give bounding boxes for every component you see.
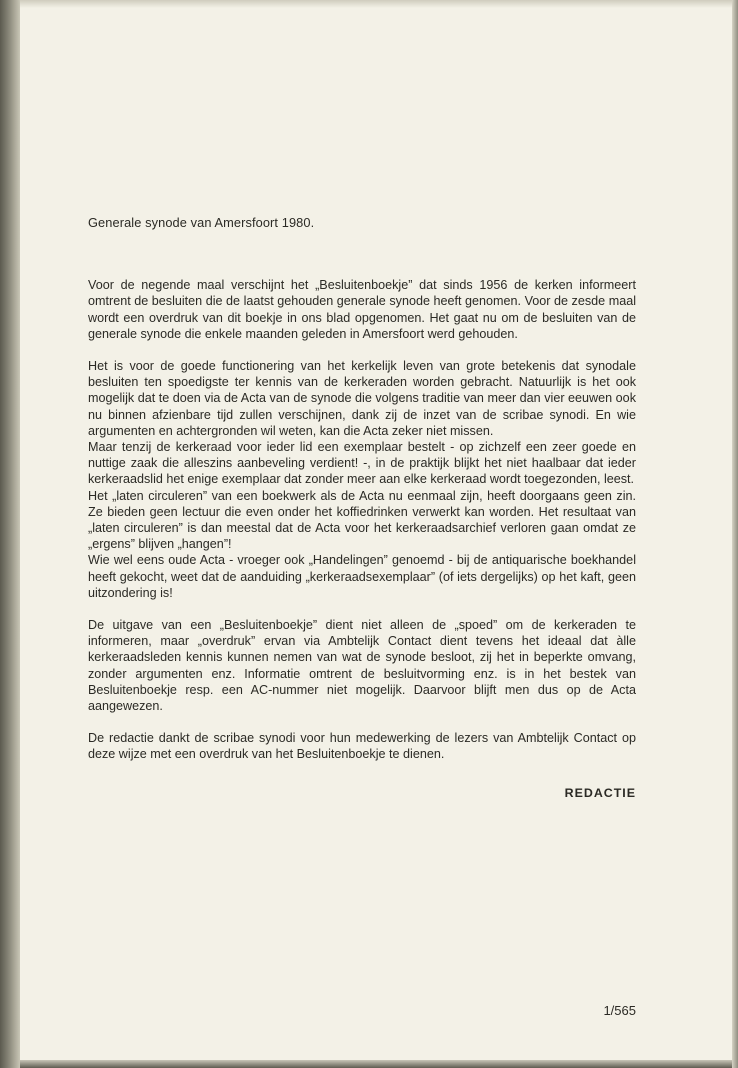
paragraph-importance: Het is voor de goede functionering van het kerkelijk leven van grote betekenis dat synodale besluiten ten spoedigste ter kennis van de kerkeraden worden gebracht. Natuurlijk is het ook mogelijk dat te doen via de Acta van de synode die volgens traditie van meer dan vier eeuwen ook nu binnen afzienbare tijd zullen verschijnen, dank zij de inzet van de scribae synodi. En wie argumenten en achtergronden wil weten, kan die Acta zeker niet missen.	[88, 359, 636, 438]
binding-spine	[0, 0, 20, 1068]
page-top-edge	[20, 0, 732, 8]
signature-redactie: REDACTIE	[564, 785, 636, 800]
paragraph-circuleren: Het „laten circuleren” van een boekwerk als de Acta nu eenmaal zijn, heeft doorgaans geen zin. Ze bieden geen lectuur die even onder het koffiedrinken verwerkt kan worden. Het resultaat van „laten circuleren” is dan meestal dat de Acta voor het kerkeraadsarchief verloren gaan omdat ze „ergens” blijven „hangen”!	[88, 488, 636, 552]
paragraph-kerkeraad: Maar tenzij de kerkeraad voor ieder lid een exemplaar bestelt - op zichzelf een zeer goede en nuttige zaak die alleszins aanbeveling verdient! -, in de praktijk blijkt het niet haalbaar dat ieder kerkeraadslid het enige exemplaar dat zonder meer aan elke kerkeraad wordt toegezonden, leest.	[88, 440, 636, 487]
paragraph-dank: De redactie dankt de scribae synodi voor hun medewerking de lezers van Ambtelijk Contact op deze wijze met een overdruk van het Besluitenboekje te dienen.	[88, 731, 636, 762]
document-body	[88, 215, 636, 801]
page-number: 1/565	[603, 1003, 636, 1018]
paragraph-uitgave: De uitgave van een „Besluitenboekje” dient niet alleen de „spoed” om de kerkeraden te informeren, maar „overdruk” ervan via Ambtelijk Contact dient tevens het ideaal dat àlle kerkeraadsleden kennis kunnen nemen van wat de synode besloot, zij het in beperkte omvang, zonder argumenten enz. Informatie omtrent de besluitvorming enz. is in het bestek van Besluitenboekje resp. een AC-nummer niet mogelijk. Daarvoor blijft men dus op de Acta aangewezen.	[88, 618, 636, 714]
page-bottom-edge	[20, 1060, 732, 1068]
paragraph-oude-acta: Wie wel eens oude Acta - vroeger ook „Handelingen” genoemd - bij de antiquarische boekhandel heeft gekocht, weet dat de aanduiding „kerkeraadsexemplaar” (of iets dergelijks) op het kaft, geen uitzondering is!	[88, 553, 636, 600]
document-heading: Generale synode van Amersfoort 1980.	[88, 215, 315, 230]
page-right-edge	[732, 0, 738, 1068]
paragraph-intro: Voor de negende maal verschijnt het „Besluitenboekje” dat sinds 1956 de kerken informeert omtrent de besluiten die de laatst gehouden generale synode heeft genomen. Voor de zesde maal wordt een overdruk van dit boekje in ons blad opgenomen. Het gaat nu om de besluiten van de generale synode die enkele maanden geleden in Amersfoort werd gehouden.	[88, 278, 636, 341]
